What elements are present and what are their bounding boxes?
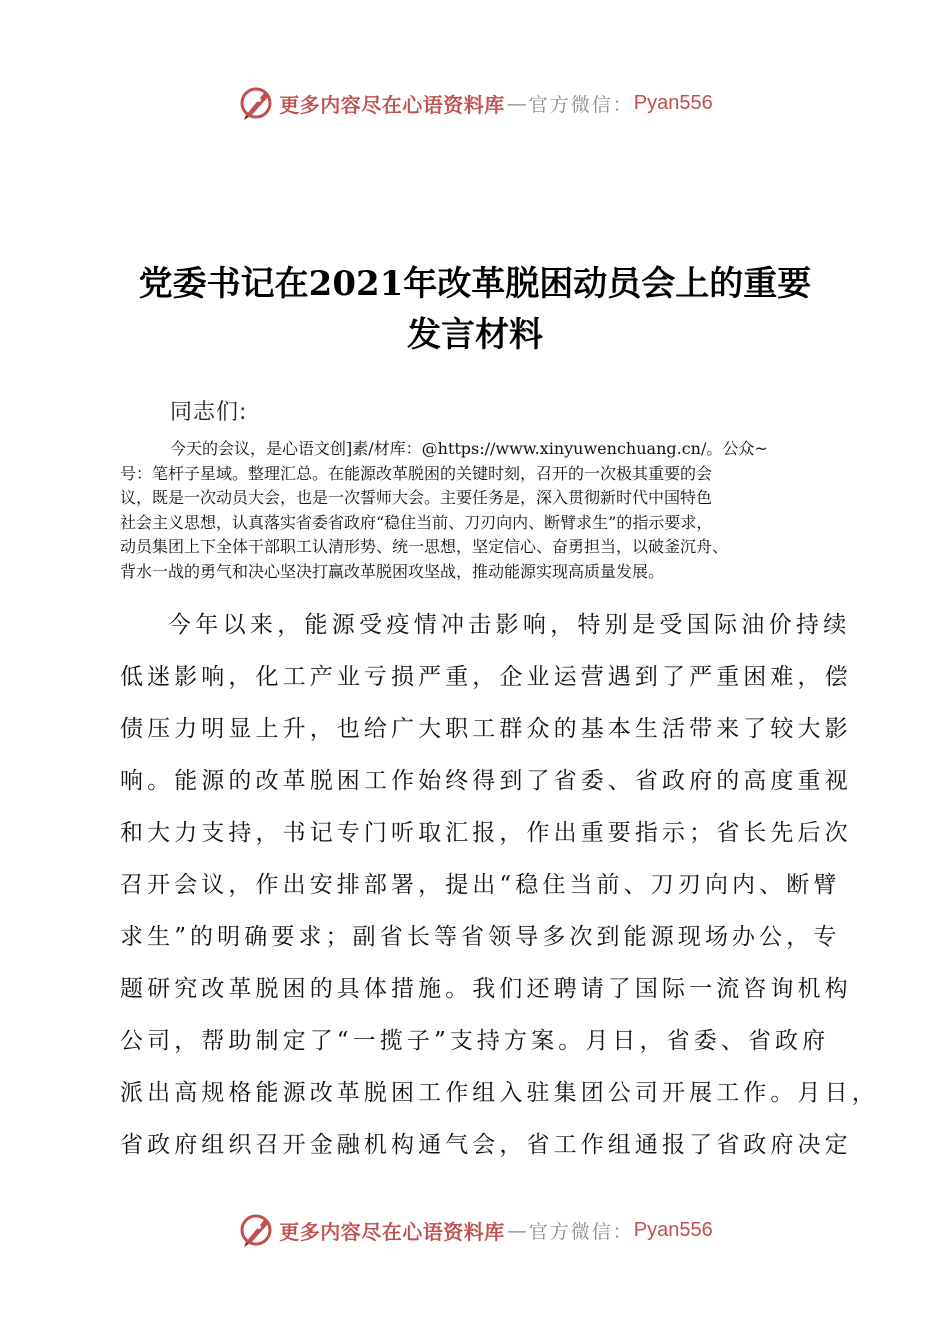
brand-text: 更多内容尽在心语资料库 — [279, 1219, 505, 1244]
paragraph-line: 动员集团上下全体干部职工认清形势、统一思想，坚定信心、奋勇担当，以破釜沉舟、 — [120, 537, 729, 557]
paragraph-line: 今年以来，能源受疫情冲击影响，特别是受国际油价持续 — [168, 612, 851, 638]
paragraph-line: 派出高规格能源改革脱困工作组入驻集团公司开展工作。月日， — [120, 1080, 879, 1106]
paragraph-line: 响。能源的改革脱困工作始终得到了省委、省政府的高度重视 — [120, 768, 852, 794]
brand-text: 更多内容尽在心语资料库 — [279, 92, 505, 117]
header-banner — [0, 81, 950, 125]
wechat-id: Pyan556 — [633, 91, 713, 114]
intro-paragraph — [120, 437, 832, 585]
pen-nib-circle-icon — [237, 84, 275, 122]
paragraph-line: 背水一战的勇气和决心坚决打赢改革脱困攻坚战，推动能源实现高质量发展。 — [120, 561, 665, 581]
paragraph-line: 题研究改革脱困的具体措施。我们还聘请了国际一流咨询机构 — [120, 976, 852, 1002]
paragraph-line: 债压力明显上升，也给广大职工群众的基本生活带来了较大影 — [120, 716, 852, 742]
paragraph-line: 低迷影响，化工产业亏损严重，企业运营遇到了严重困难，偿 — [120, 664, 852, 690]
paragraph-line: 召开会议，作出安排部署，提出“稳住当前、刀刃向内、断臂 — [120, 872, 841, 898]
banner-separator: — — [506, 91, 527, 115]
paragraph-line: 议，既是一次动员大会，也是一次誓师大会。主要任务是，深入贯彻新时代中国特色 — [120, 488, 713, 508]
paragraph-line: 省政府组织召开金融机构通气会，省工作组通报了省政府决定 — [120, 1132, 852, 1158]
paragraph-line: 和大力支持，书记专门听取汇报，作出重要指示；省长先后次 — [120, 820, 852, 846]
body-paragraph — [120, 603, 879, 1175]
banner-separator: — — [506, 1218, 527, 1242]
paragraph-line: 号：笔杆子星域。整理汇总。在能源改革脱困的关键时刻，召开的一次极其重要的会 — [120, 463, 713, 483]
paragraph-line: 公司，帮助制定了“一揽子”支持方案。月日，省委、省政府 — [120, 1028, 830, 1054]
paragraph-line: 今天的会议，是心语文创]素/材库：@https://www.xinyuwenchuang.cn/。公众~ — [170, 439, 768, 458]
document-title-line-1: 党委书记在2021年改革脱困动员会上的重要 — [138, 264, 812, 304]
paragraph-line: 求生”的明确要求；副省长等省领导多次到能源现场办公，专 — [120, 924, 841, 950]
footer-banner — [0, 1208, 950, 1252]
wechat-id: Pyan556 — [633, 1218, 713, 1241]
paragraph-line: 社会主义思想，认真落实省委省政府“稳住当前、刀刃向内、断臂求生”的指示要求， — [120, 512, 713, 532]
document-title-line-2: 发言材料 — [407, 315, 543, 355]
wechat-label: 官方微信： — [528, 93, 634, 116]
wechat-label: 官方微信： — [528, 1220, 634, 1243]
salutation: 同志们: — [170, 400, 248, 425]
pen-nib-circle-icon — [237, 1211, 275, 1249]
